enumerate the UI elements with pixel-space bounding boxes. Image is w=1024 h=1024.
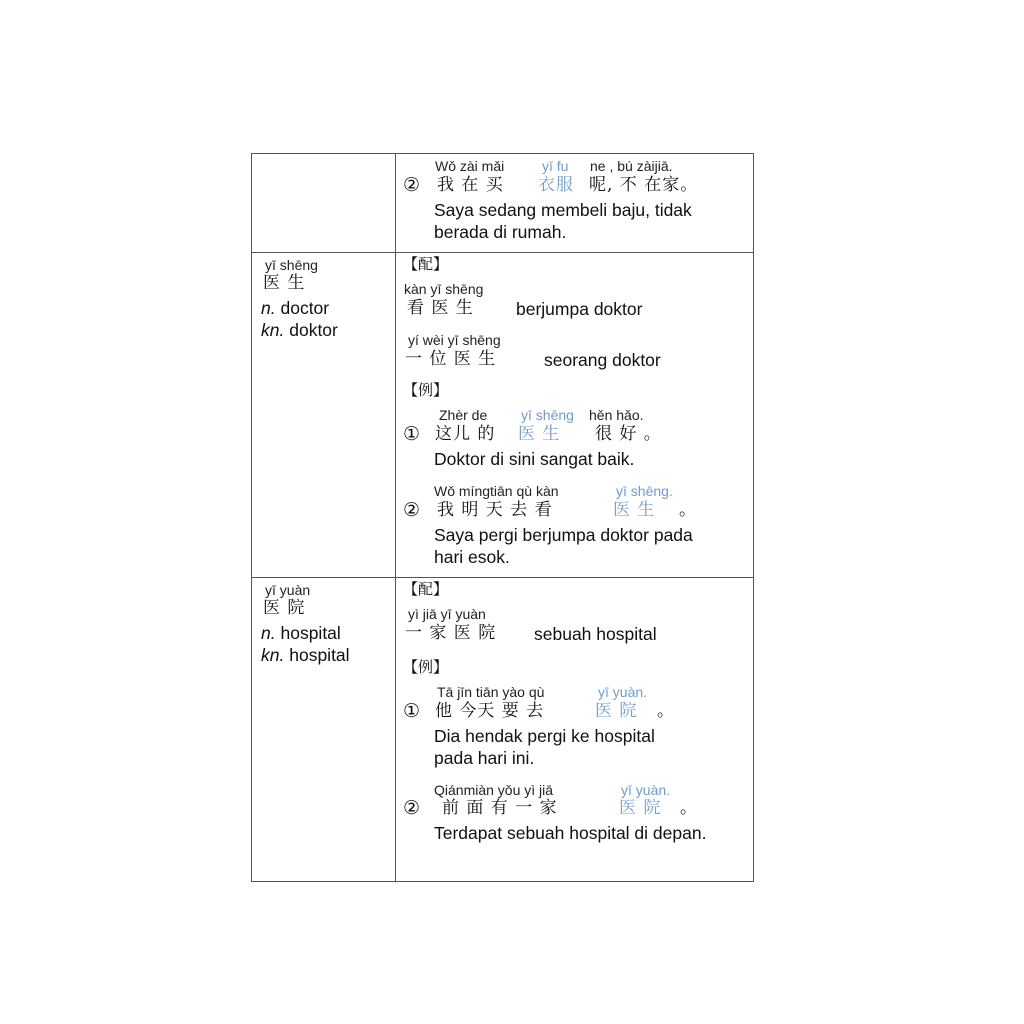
pinyin: ne , bú zàijiā. — [590, 158, 673, 174]
example-number: ② — [403, 499, 421, 521]
pinyin: yí wèi yī shēng — [408, 332, 501, 348]
malay-translation: sebuah hospital — [534, 624, 657, 644]
malay-translation: berjumpa doktor — [516, 299, 643, 319]
column-divider — [395, 154, 396, 881]
hanzi: 我 在 买 — [437, 175, 504, 195]
hanzi: 呢, 不 在家。 — [589, 175, 699, 195]
english-meaning: n. doctor — [261, 298, 330, 318]
pinyin: hěn hǎo. — [589, 407, 644, 423]
pinyin: Wǒ míngtiān qù kàn — [434, 483, 559, 499]
malay-translation: pada hari ini. — [434, 748, 535, 768]
malay-translation: Saya sedang membeli baju, tidak — [434, 200, 692, 220]
hanzi: 。 — [679, 500, 697, 520]
malay-translation: hari esok. — [434, 547, 510, 567]
pinyin-highlight: yī yuàn. — [621, 782, 671, 798]
example-number: ② — [403, 174, 421, 196]
vocabulary-table — [251, 153, 754, 882]
malay-translation: Saya pergi berjumpa doktor pada — [434, 525, 693, 545]
hanzi-highlight: 医 院 — [619, 798, 662, 818]
hanzi-highlight: 医 生 — [518, 424, 561, 444]
pinyin: kàn yī shēng — [404, 281, 484, 297]
headword-pinyin: yī yuàn — [265, 582, 311, 598]
malay-meaning: kn. hospital — [261, 645, 350, 665]
malay-translation: seorang doktor — [544, 350, 661, 370]
pinyin-highlight: yī yuàn. — [598, 684, 648, 700]
malay-meaning: kn. doktor — [261, 320, 338, 340]
example-number: ② — [403, 797, 421, 819]
collocation-label: 【配】 — [403, 255, 449, 273]
hanzi: 看 医 生 — [407, 298, 474, 318]
hanzi: 。 — [657, 701, 675, 721]
hanzi: 。 — [680, 798, 698, 818]
headword-pinyin: yī shēng — [265, 257, 318, 273]
collocation-label: 【配】 — [403, 580, 449, 598]
headword-hanzi: 医 院 — [263, 598, 306, 618]
hanzi: 前 面 有 一 家 — [442, 798, 558, 818]
row-divider — [252, 252, 753, 253]
hanzi: 一 家 医 院 — [405, 623, 497, 643]
hanzi: 他 今天 要 去 — [435, 701, 545, 721]
malay-translation: berada di rumah. — [434, 222, 567, 242]
malay-translation: Dia hendak pergi ke hospital — [434, 726, 655, 746]
hanzi-highlight: 医 生 — [613, 500, 656, 520]
example-number: ① — [403, 700, 421, 722]
example-label: 【例】 — [403, 658, 449, 676]
pinyin-highlight: yī shēng. — [616, 483, 673, 499]
hanzi-highlight: 衣服 — [538, 175, 574, 195]
hanzi: 一 位 医 生 — [405, 349, 497, 369]
example-label: 【例】 — [403, 381, 449, 399]
pinyin: Qiánmiàn yǒu yì jiā — [434, 782, 554, 798]
headword-hanzi: 医 生 — [263, 273, 306, 293]
pinyin: yì jiā yī yuàn — [408, 606, 486, 622]
malay-translation: Terdapat sebuah hospital di depan. — [434, 823, 707, 843]
row-divider — [252, 577, 753, 578]
malay-translation: Doktor di sini sangat baik. — [434, 449, 635, 469]
example-number: ① — [403, 423, 421, 445]
pinyin-highlight: yī shēng — [521, 407, 574, 423]
pinyin: Wǒ zài mǎi — [435, 158, 505, 174]
hanzi-highlight: 医 院 — [595, 701, 638, 721]
english-meaning: n. hospital — [261, 623, 341, 643]
pinyin-highlight: yī fu — [542, 158, 569, 174]
hanzi: 这儿 的 — [435, 424, 496, 444]
pinyin: Zhèr de — [439, 407, 488, 423]
pinyin: Tā jīn tiān yào qù — [437, 684, 545, 700]
hanzi: 我 明 天 去 看 — [437, 500, 553, 520]
hanzi: 很 好 。 — [595, 424, 662, 444]
